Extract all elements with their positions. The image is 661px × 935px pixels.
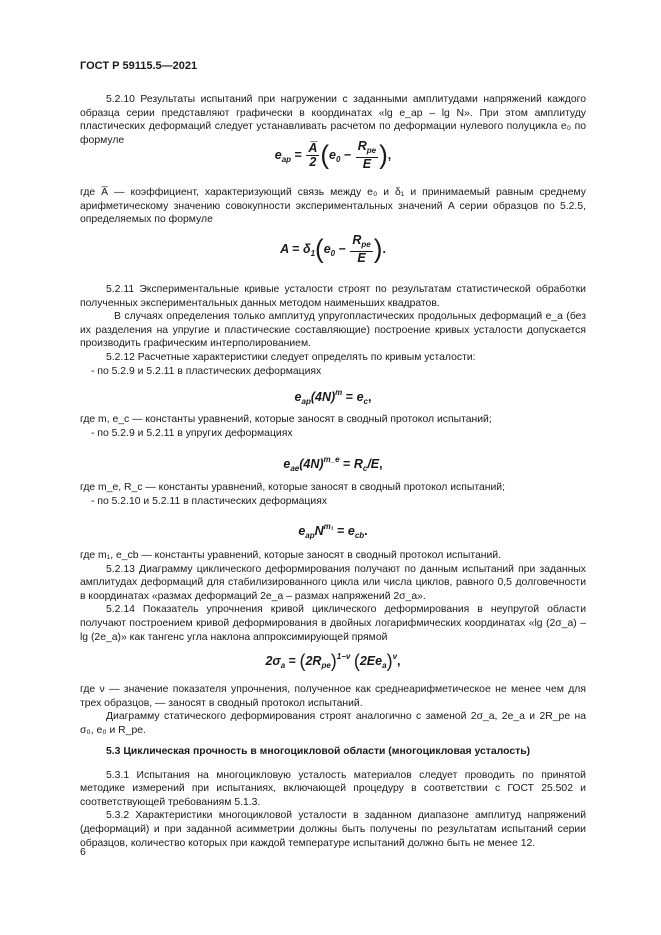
formula-operator: =	[292, 241, 300, 256]
formula-symbol: e	[323, 241, 331, 256]
formula-symbol: (4N)	[310, 390, 336, 404]
formula-paren: (	[353, 650, 360, 671]
paragraph-where-A	[80, 186, 586, 227]
formula-operator: =	[337, 524, 345, 538]
fraction-numerator	[350, 234, 372, 252]
document-header: ГОСТ Р 59115.5—2021	[80, 60, 198, 72]
formula-eap	[80, 140, 586, 171]
paragraph-where-nu: где ν — значение показателя упрочнения, полученное как среднеарифметическое не менее чем для трех образцов, — заносят в сводный протокол испытаний.	[80, 684, 586, 709]
formula-symbol: (4N)	[299, 457, 324, 471]
section-5-2-11-to-5-2-12	[80, 283, 586, 378]
formula-paren: )	[386, 650, 393, 671]
formula-operator: =	[345, 390, 354, 404]
fraction-denominator: E	[362, 157, 372, 171]
formula-operator: =	[343, 457, 351, 471]
fraction-numerator: A̅	[308, 141, 318, 155]
formula-symbol: N	[314, 524, 324, 538]
paragraph-text: где A̅ — коэффициент, характеризующий связь между e₀ и δ₁ и принимаемый равным среднему арифметическому значению совокупности экспериментальных значений A серии образцов по 5.2.5, определяемых по формуле	[80, 187, 586, 226]
formula-subscript: a	[382, 661, 387, 670]
page-number: 6	[80, 847, 86, 858]
formula-superscript: ν	[392, 652, 398, 661]
where-me-rc	[80, 481, 586, 508]
section-heading-5-3: 5.3 Циклическая прочность в многоцикловой области (многоцикловая усталость)	[106, 746, 531, 757]
formula-punct: .	[364, 524, 368, 538]
formula-subscript: ae	[290, 464, 300, 473]
formula-symbol: e	[283, 457, 291, 471]
formula-paren: (	[315, 233, 324, 264]
paragraph-5-3-2: 5.3.2 Характеристики многоцикловой усталости в заданном диапазоне амплитуд напряжений (деформаций) и при заданной асимметрии должны быть получены по результатам испытаний серии образцов, количество которых при каждой температуре испытаний должно быть не менее 12.	[80, 810, 586, 849]
formula-A	[80, 234, 586, 265]
formula-paren: (	[299, 650, 306, 671]
formula-symbol: R	[357, 139, 367, 153]
fraction-denominator: 2	[309, 155, 317, 169]
formula-operator: =	[288, 654, 296, 668]
formula-paren: (	[320, 139, 330, 170]
formula-superscript: m_e	[323, 455, 340, 464]
formula-symbol: e	[274, 147, 282, 162]
formula-subscript: ap	[305, 531, 315, 540]
formula-subscript: a	[280, 661, 286, 670]
formula-eap-4N	[80, 386, 586, 409]
paragraph-5-2-14: 5.2.14 Показатель упрочнения кривой циклического деформирования в неупругой области получают построением кривой деформирования в двойных логарифмических координатах «lg (2σ_a) – lg (2e_a)» как тангенс угла наклона аппроксимирующей прямой	[80, 604, 586, 643]
fraction-denominator: E	[357, 251, 366, 265]
list-item-plastic-2: - по 5.2.10 и 5.2.11 в пластических деформациях	[91, 495, 328, 507]
formula-subscript: ap	[301, 397, 311, 406]
paragraph-text: где m_e, R_c — константы уравнений, которые заносят в сводный протокол испытаний;	[80, 482, 505, 493]
formula-subscript: c	[363, 397, 368, 406]
formula-superscript: m₁	[323, 522, 334, 531]
formula-symbol: 2R	[305, 654, 322, 668]
formula-subscript: 1	[310, 248, 316, 258]
paragraph-text: 5.2.10 Результаты испытаний при нагружении с заданными амплитудами напряжений каждого образца серии представляют графически в координатах «lg e_ap – lg N». При этом амплитуду пластических деформаций следует устанавливать расчетом по деформации нулевого полуцикла e₀ по формуле	[80, 94, 586, 146]
fraction-numerator	[356, 140, 378, 158]
formula-symbol: e	[347, 524, 355, 538]
formula-fraction	[356, 140, 378, 171]
formula-punct: ,	[379, 457, 383, 471]
section-where-nu	[80, 683, 586, 737]
paragraph-interpolation: В случаях определения только амплитуд упругопластических продольных деформаций e_a (без их разделения на упругие и пластические составляющие) построение кривых усталости допускается производить графическим интерполированием.	[80, 311, 586, 350]
formula-punct: ,	[367, 390, 372, 404]
formula-punct: .	[382, 241, 386, 256]
formula-symbol: 2Ee	[359, 654, 383, 668]
formula-subscript: pe	[361, 240, 371, 249]
list-item-elastic: - по 5.2.9 и 5.2.11 в упругих деформациях	[91, 427, 293, 439]
formula-superscript: m	[335, 388, 343, 397]
formula-eap-N	[80, 520, 586, 543]
formula-subscript: 0	[330, 248, 336, 258]
formula-subscript: pe	[366, 146, 377, 155]
formula-operator: −	[338, 241, 346, 256]
paragraph-text: где m, e_c — константы уравнений, которые заносят в сводный протокол испытаний;	[80, 414, 492, 425]
list-item-plastic: - по 5.2.9 и 5.2.11 в пластических деформациях	[91, 365, 322, 377]
section-5-2-13-5-2-14	[80, 549, 586, 644]
formula-symbol: e	[298, 524, 306, 538]
formula-symbol: e	[356, 390, 364, 404]
formula-superscript: 1−ν	[336, 652, 351, 661]
paragraph-5-2-12: 5.2.12 Расчетные характеристики следует определять по кривым усталости:	[106, 351, 476, 363]
formula-symbol: δ	[302, 241, 311, 256]
paragraph-5-2-13: 5.2.13 Диаграмму циклического деформирования получают по данным испытаний при заданных амплитудах деформаций для стабилизированного цикла или числа циклов, равного 0,5 долговечности в координатах «размах деформаций 2e_a – размах напряжений 2σ_a».	[80, 563, 586, 602]
formula-subscript: pe	[321, 661, 331, 670]
formula-punct: ,	[397, 654, 401, 668]
formula-subscript: c	[362, 464, 368, 473]
formula-symbol: e	[329, 147, 336, 162]
formula-symbol: R	[352, 233, 362, 247]
paragraph-where-m1: где m₁, e_cb — константы уравнений, которые заносят в сводный протокол испытаний.	[80, 550, 502, 561]
where-m-ec	[80, 413, 586, 440]
formula-operator: −	[343, 147, 352, 162]
formula-symbol: e	[294, 390, 302, 404]
paragraph-5-3-1: 5.3.1 Испытания на многоцикловую усталость материалов следует проводить по принятой методике измерений при испытаниях, включающей процедуру в соответствии с ГОСТ 25.502 и соответствующей требованиям 5.1.3.	[80, 769, 586, 808]
formula-subscript: ap	[281, 154, 292, 164]
formula-symbol: A	[280, 241, 289, 256]
formula-punct: ,	[387, 147, 392, 162]
formula-symbol: /E	[367, 457, 380, 471]
formula-symbol: R	[353, 457, 363, 471]
formula-2sigma	[80, 650, 586, 673]
section-5-3	[80, 745, 586, 850]
formula-subscript: 0	[335, 154, 341, 164]
formula-fraction	[306, 142, 319, 169]
formula-paren: )	[330, 650, 337, 671]
formula-symbol: 2σ	[265, 654, 281, 668]
formula-paren: )	[379, 139, 388, 170]
paragraph-5-2-11: 5.2.11 Экспериментальные кривые усталости строят по результатам статистической обработки полученных экспериментальных данных методом наименьших квадратов.	[80, 284, 586, 309]
formula-eae-4N	[80, 453, 586, 476]
formula-fraction	[350, 234, 372, 265]
formula-operator: =	[294, 147, 302, 162]
paragraph-static-diagram: Диаграмму статического деформирования строят аналогично с заменой 2σ_a, 2e_a и 2R_pe на σ₀, e₀ и R_pe.	[80, 711, 586, 736]
formula-subscript: cb	[354, 531, 365, 540]
formula-paren: )	[373, 233, 383, 264]
